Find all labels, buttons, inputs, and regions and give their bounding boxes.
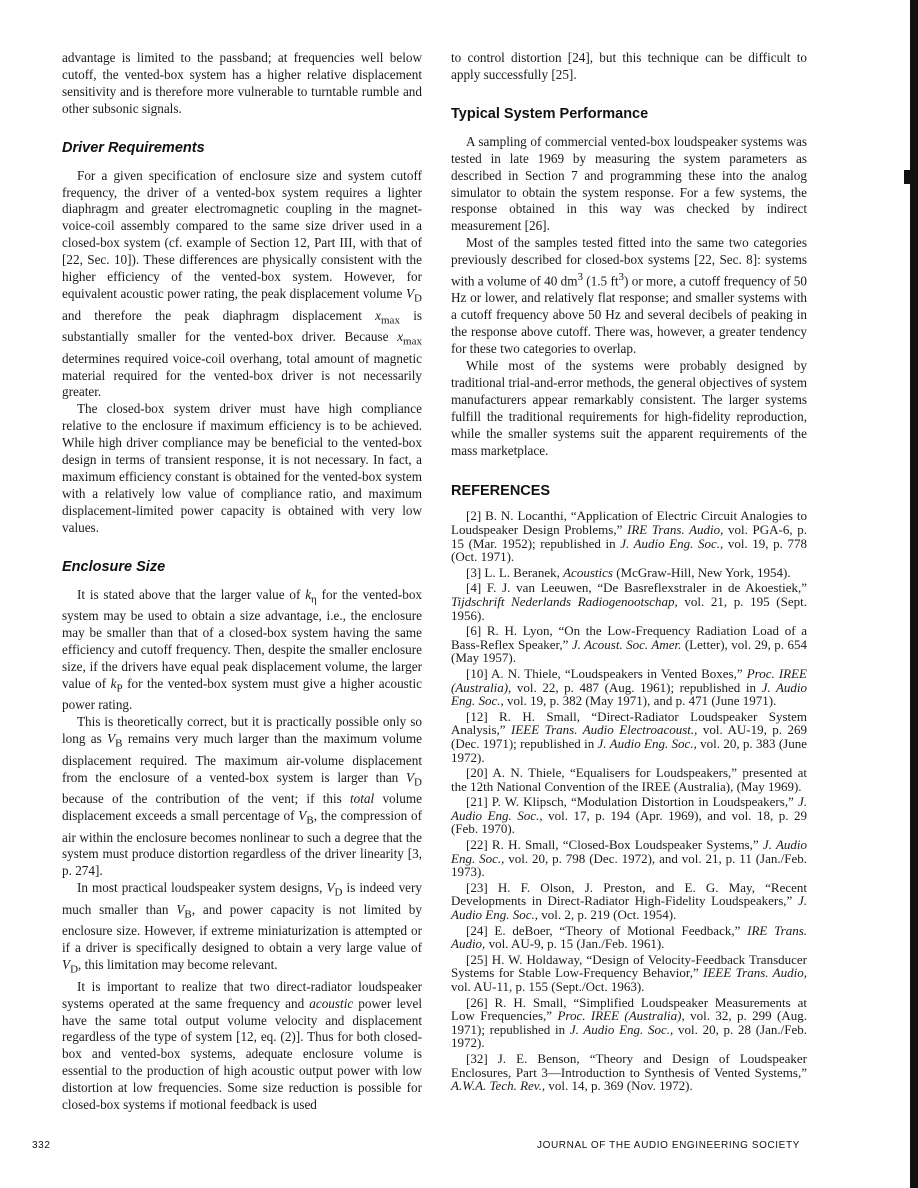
enclosure-paragraph-2: This is theoretically correct, but it is practically possible only so long as $V_B$ remains very much larger than the maximum volume displacement required. The maximum air-volume displacement from the enclosure of a vented-box system is larger than $V_D$ because of the contribution of the vent; if this total volume displacement exceeds a small percentage of $V_B$, the compression of air within the enclosure becomes nonlinear to such a degree that the system must produce distortion regardless of the driver linearity [3, p. 274].: [62, 714, 422, 879]
typical-performance-heading: Typical System Performance: [451, 105, 649, 122]
intro-paragraph: advantage is limited to the passband; at frequencies well below cutoff, the vented-box system has a higher relative displacement sensitivity and is therefore more vulnerable to turntable rumble and other subsonic signals.: [62, 50, 422, 116]
reference-item: [4] F. J. van Leeuwen, “De Basreflexstraler in de Akoestiek,” Tijdschrift Nederlands Radiogenootschap, vol. 21, p. 195 (Sept. 1956).: [451, 580, 807, 623]
reference-item: [10] A. N. Thiele, “Loudspeakers in Vented Boxes,” Proc. IREE (Australia), vol. 22, p. 487 (Aug. 1961); republished in J. Audio Eng. Soc., vol. 19, p. 382 (May 1971), and p. 471 (June 1971).: [451, 665, 807, 709]
page-edge-bar: [910, 0, 918, 1188]
references-heading: REFERENCES: [451, 483, 551, 500]
reference-item: [6] R. H. Lyon, “On the Low-Frequency Radiation Load of a Bass-Reflex Speaker,” J. Acoust. Soc. Amer. (Letter), vol. 29, p. 654 (May 1957).: [451, 623, 807, 666]
reference-item: [20] A. N. Thiele, “Equalisers for Loudspeakers,” presented at the 12th National Convention of the IREE (Australia), (May 1969).: [451, 765, 807, 794]
performance-paragraph-3: While most of the systems were probably designed by traditional trial-and-error methods, the general objectives of system manufacturers appear remarkably consistent. The larger systems fulfill the traditional requirements for high-fidelity reproduction, while the smaller systems suit the apparent requirements of the mass marketplace.: [451, 357, 807, 458]
reference-item: [23] H. F. Olson, J. Preston, and E. G. May, “Recent Developments in Direct-Radiator High-Fidelity Loudspeakers,” J. Audio Eng. Soc., vol. 2, p. 219 (Oct. 1954).: [451, 879, 807, 923]
reference-item: [25] H. W. Holdaway, “Design of Velocity-Feedback Transducer Systems for Stable Low-Frequency Behavior,” IEEE Trans. Audio, vol. AU-11, p. 155 (Sept./Oct. 1963).: [451, 951, 807, 995]
reference-item: [12] R. H. Small, “Direct-Radiator Loudspeaker System Analysis,” IEEE Trans. Audio Electroacoust., vol. AU-19, p. 269 (Dec. 1971); republished in J. Audio Eng. Soc., vol. 20, p. 383 (June 1972).: [451, 708, 808, 765]
performance-paragraph-1: A sampling of commercial vented-box loudspeaker systems was tested in late 1969 by measuring the system parameters as described in Section 7 and programming these into the analog simulator to obtain the system response. For a few systems, the response obtained in this way was checked by indirect measurement [26].: [451, 133, 807, 234]
enclosure-size-heading: Enclosure Size: [62, 558, 166, 575]
reference-item: [24] E. deBoer, “Theory of Motional Feedback,” IRE Trans. Audio, vol. AU-9, p. 15 (Jan./Feb. 1961).: [451, 922, 807, 952]
reference-item: [22] R. H. Small, “Closed-Box Loudspeaker Systems,” J. Audio Eng. Soc., vol. 20, p. 798 (Dec. 1972), and vol. 21, p. 11 (Jan./Feb. 1973).: [451, 837, 808, 880]
page-number: 332: [32, 1140, 51, 1151]
enclosure-paragraph-1: It is stated above that the larger value of $k_\eta$ for the vented-box system may be used to obtain a size advantage, i.e., the enclosure may be smaller than that of a closed-box system having the same efficiency and cutoff frequency. Then, despite the smaller enclosure size, if the drivers have equal peak displacement volume, the larger value of $k_P$ for the vented-box system must give a higher acoustic power rating.: [62, 586, 423, 713]
reference-list: [451, 509, 807, 1092]
reference-item: [3] L. L. Beranek, Acoustics (McGraw-Hill, New York, 1954).: [466, 564, 791, 580]
enclosure-paragraph-3: In most practical loudspeaker system designs, $V_D$ is indeed very much smaller than $V_B$, and power capacity is not limited by enclosure size. However, if extreme miniaturization is attempted or if a driver is specifically designed to obtain a very large value of $V_D$, this limitation may become relevant.: [62, 880, 422, 976]
driver-paragraph-2: The closed-box system driver must have high compliance relative to the enclosure if maximum efficiency is to be achieved. While high driver compliance may be beneficial to the vented-box design in terms of transient response, it is not necessary. In fact, a maximum efficiency constant is obtained for the vented-box system with a relatively low value of compliance ratio, and maximum displacement-limited power capacity is obtained with very low values.: [62, 401, 422, 535]
reference-item: [32] J. E. Benson, “Theory and Design of Loudspeaker Enclosures, Part 3—Introduction to Synthesis of Vented Systems,” A.W.A. Tech. Rev., vol. 14, p. 369 (Nov. 1972).: [451, 1050, 807, 1094]
driver-requirements-heading: Driver Requirements: [62, 139, 205, 156]
enclosure-paragraph-4: It is important to realize that two direct-radiator loudspeaker systems operated at the same frequency and acoustic power level have the same total output volume velocity and displacement regardless of the type of system [12, eq. (2)]. Thus for both closed-box and vented-box systems, adequate enclosure volume is essential to the production of high acoustic output power with low distortion at low frequencies. Some size reduction is possible for closed-box systems if motional feedback is used: [62, 978, 422, 1113]
left-column: [62, 50, 422, 1114]
reference-item: [2] B. N. Locanthi, “Application of Electric Circuit Analogies to Loudspeaker Design Problems,” IRE Trans. Audio, vol. PGA-6, p. 15 (Mar. 1952); republished in J. Audio Eng. Soc., vol. 19, p. 778 (Oct. 1971).: [451, 508, 807, 565]
driver-paragraph-1: For a given specification of enclosure size and system cutoff frequency, the driver of a vented-box system requires a lighter diaphragm and greater electromagnetic coupling in the magnet-voice-coil assembly compared to the same size driver used in a closed-box system (cf. example of Section 12, Part III, with that of [22, Sec. 10]). These differences are physically consistent with the higher efficiency of the vented-box system. However, for equivalent acoustic power rating, the peak displacement volume $V_D$ and therefore the peak diaphragm displacement $x_{max}$ is substantially smaller for the vented-box driver. Because $x_{max}$ determines required voice-coil overhang, total amount of magnetic material required for the vented-box driver is not necessarily greater.: [62, 167, 423, 400]
performance-paragraph-2: Most of the samples tested fitted into the same two categories previously described for closed-box systems [22, Sec. 8]: systems with a volume of 40 $dm^3$ (1.5 $ft^3$) or more, a cutoff frequency of 50 Hz or lower, and relatively flat response; and smaller systems with a cutoff frequency above 50 Hz and several decibels of peaking in the response above cutoff. There was, however, a greater tendency for these two categories to overlap.: [451, 235, 807, 357]
reference-item: [26] R. H. Small, “Simplified Loudspeaker Measurements at Low Frequencies,” Proc. IREE (Australia), vol. 32, p. 299 (Aug. 1971); republished in J. Audio Eng. Soc., vol. 20, p. 28 (Jan./Feb. 1972).: [451, 994, 807, 1051]
page-edge-mark: [904, 170, 910, 184]
journal-name: JOURNAL OF THE AUDIO ENGINEERING SOCIETY: [537, 1140, 800, 1151]
right-column: [451, 50, 807, 1095]
reference-item: [21] P. W. Klipsch, “Modulation Distortion in Loudspeakers,” J. Audio Eng. Soc., vol. 17, p. 194 (Apr. 1969), and vol. 18, p. 29 (Feb. 1970).: [451, 794, 808, 837]
right-intro-paragraph: to control distortion [24], but this technique can be difficult to apply successfully [25].: [451, 50, 807, 82]
